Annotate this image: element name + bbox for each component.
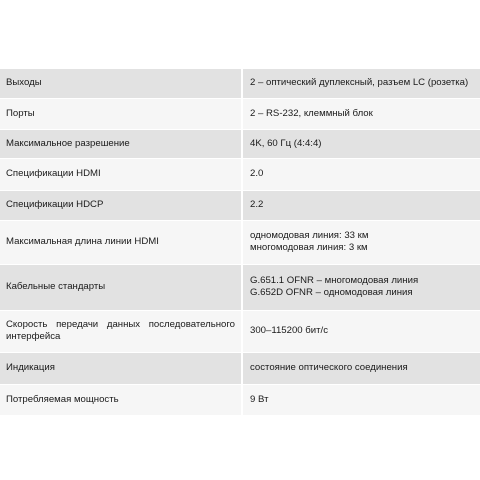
- table-row: [0, 129, 480, 158]
- spec-value: 2 – оптический дуплексный, разъем LC (розетка): [242, 69, 480, 98]
- spec-label: Максимальное разрешение: [0, 129, 242, 158]
- spec-value: 2.2: [242, 190, 480, 220]
- spec-label: Спецификации HDCP: [0, 190, 242, 220]
- spec-label: Потребляемая мощность: [0, 384, 242, 415]
- spec-value: 300–115200 бит/с: [242, 310, 480, 352]
- table-row: [0, 220, 480, 264]
- spec-value: состояние оптического соединения: [242, 352, 480, 384]
- table-row: [0, 69, 480, 98]
- table-row: [0, 190, 480, 220]
- table-row: [0, 352, 480, 384]
- spec-value: 2 – RS-232, клеммный блок: [242, 98, 480, 129]
- table-row: [0, 264, 480, 310]
- table-row: [0, 384, 480, 415]
- spec-label: Спецификации HDMI: [0, 158, 242, 190]
- spec-value: 9 Вт: [242, 384, 480, 415]
- spec-value: G.651.1 OFNR – многомодовая линия G.652D OFNR – одномодовая линия: [242, 264, 480, 310]
- spec-value: одномодовая линия: 33 км многомодовая линия: 3 км: [242, 220, 480, 264]
- table-row: [0, 98, 480, 129]
- spec-label: Индикация: [0, 352, 242, 384]
- spec-label: Выходы: [0, 69, 242, 98]
- table-row: [0, 158, 480, 190]
- table-row: [0, 310, 480, 352]
- spec-label: Максимальная длина линии HDMI: [0, 220, 242, 264]
- spec-value: 2.0: [242, 158, 480, 190]
- spec-label: Кабельные стандарты: [0, 264, 242, 310]
- specifications-table: [0, 69, 480, 416]
- spec-label: Порты: [0, 98, 242, 129]
- spec-value: 4K, 60 Гц (4:4:4): [242, 129, 480, 158]
- spec-label: Скорость передачи данных последовательного интерфейса: [0, 310, 242, 352]
